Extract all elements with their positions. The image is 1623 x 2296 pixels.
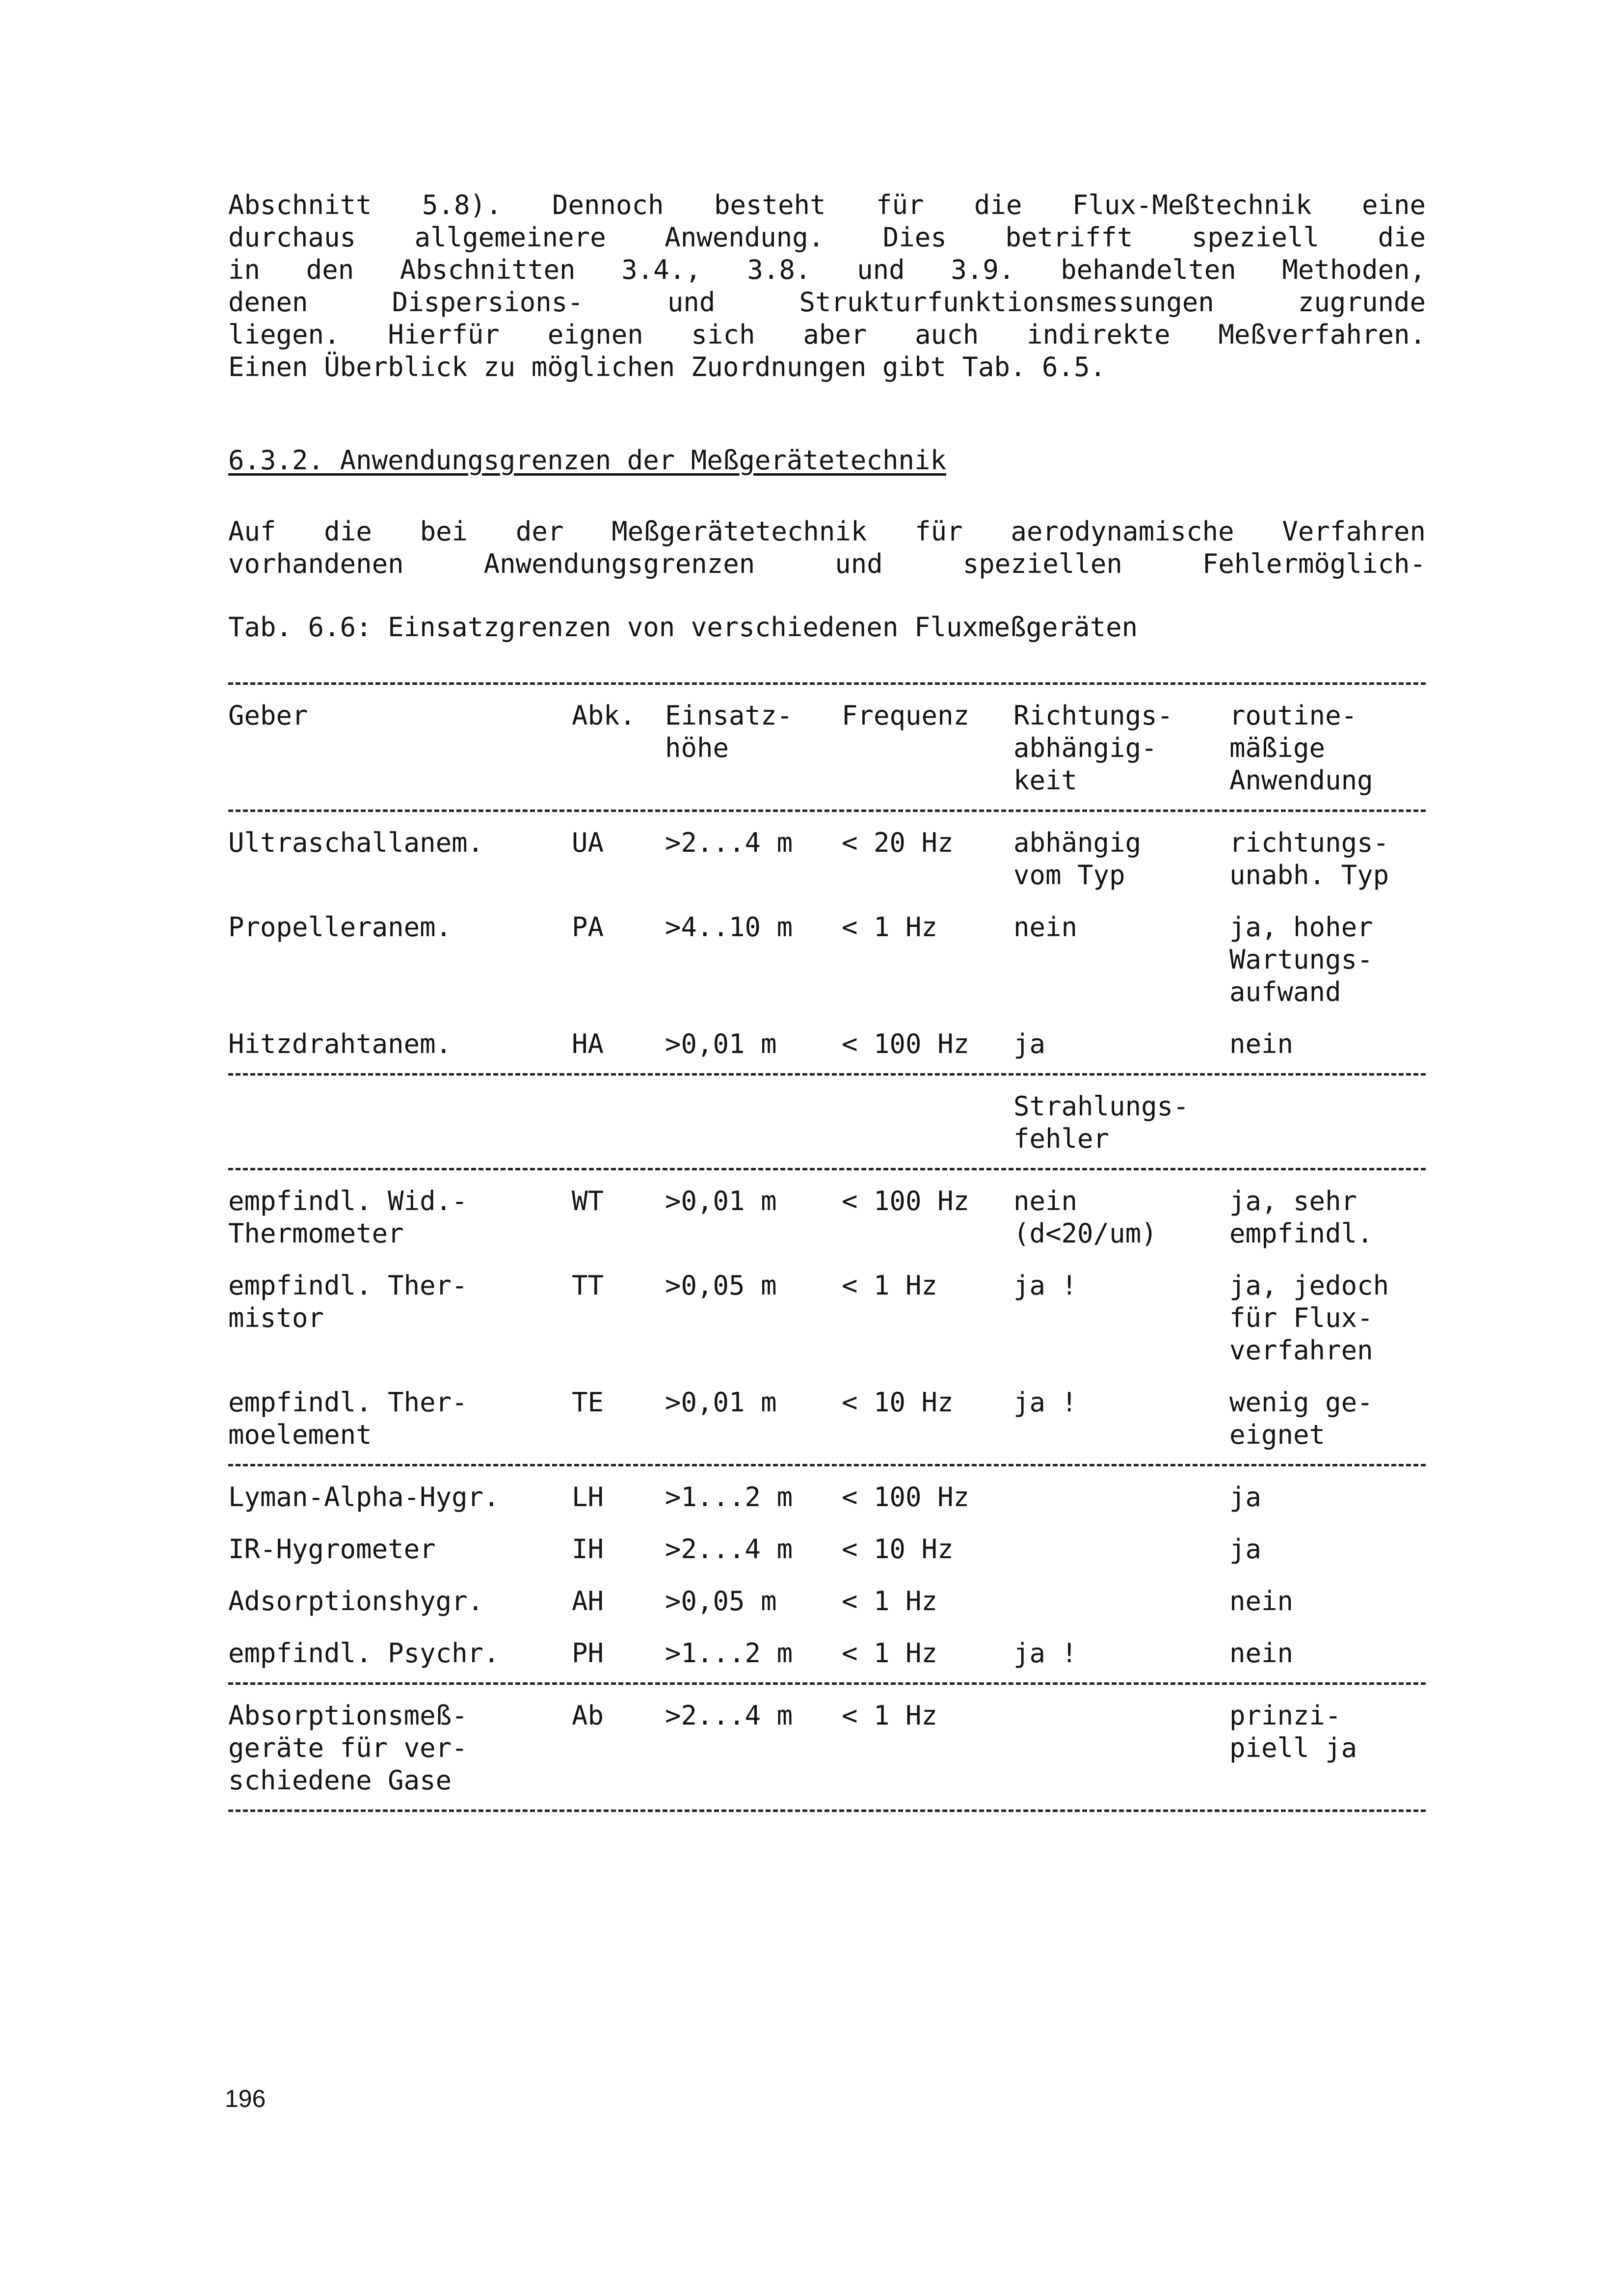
cell-abk: HA: [572, 1028, 604, 1059]
text-line: vorhandenen Anwendungsgrenzen und speziellen Fehlermöglich-: [228, 548, 1426, 579]
table-row: [228, 1011, 1426, 1073]
cell-geber: empfindl. Psychr.: [228, 1638, 500, 1669]
section-heading: 6.3.2. Anwendungsgrenzen der Meßgerätetechnik: [228, 445, 946, 476]
cell-richtung: Strahlungs- fehler: [1013, 1091, 1189, 1154]
intro-paragraph: [228, 189, 1426, 383]
cell-hoehe: >2...4 m: [665, 1700, 793, 1731]
cell-routine: ja, jedoch für Flux- verfahren: [1229, 1270, 1389, 1366]
cell-richtung: [1013, 1568, 1229, 1621]
cell-abk: UA: [572, 827, 604, 858]
text-line: Abschnitt 5.8). Dennoch besteht für die Flux-Meßtechnik eine: [228, 189, 1426, 220]
cell-routine: routine- mäßige Anwendung: [1229, 700, 1373, 796]
text-line: durchaus allgemeinere Anwendung. Dies betrifft speziell die: [228, 222, 1426, 253]
cell-routine: richtungs- unabh. Typ: [1229, 827, 1389, 891]
cell-hoehe: >2...4 m: [665, 827, 793, 858]
cell-hoehe: >1...2 m: [665, 1482, 793, 1513]
cell-routine: nein: [1229, 1586, 1294, 1617]
cell-hoehe: >1...2 m: [665, 1638, 793, 1669]
table-row: [228, 1466, 1426, 1516]
table-row: [228, 1568, 1426, 1621]
cell-routine: prinzi- piell ja: [1229, 1700, 1357, 1763]
cell-richtung: Richtungs- abhängig- keit: [1013, 700, 1173, 796]
cell-richtung: ja !: [1013, 1387, 1078, 1418]
table-row: [228, 1370, 1426, 1464]
cell-abk: [572, 1076, 665, 1168]
table-row: [228, 1170, 1426, 1253]
cell-abk: Abk.: [572, 700, 636, 731]
cell-frequenz: < 1 Hz: [842, 1270, 938, 1301]
cell-hoehe: >4..10 m: [665, 912, 793, 943]
cell-hoehe: >0,01 m: [665, 1186, 777, 1216]
cell-routine: [1229, 1076, 1426, 1168]
table-row: [228, 894, 1426, 1011]
cell-geber: Absorptionsmeß- geräte für ver- schiedene Gase: [228, 1700, 468, 1796]
text-line: liegen. Hierfür eignen sich aber auch indirekte Meßverfahren.: [228, 319, 1426, 350]
cell-frequenz: < 1 Hz: [842, 1638, 938, 1669]
cell-routine: nein: [1229, 1638, 1294, 1669]
page-number: 196: [225, 2085, 266, 2112]
cell-routine: ja, sehr empfindl.: [1229, 1186, 1373, 1249]
table-row: [228, 812, 1426, 894]
cell-frequenz: Frequenz: [842, 700, 970, 731]
cell-frequenz: < 20 Hz: [842, 827, 954, 858]
cell-frequenz: < 1 Hz: [842, 1586, 938, 1617]
cell-hoehe: >2...4 m: [665, 1534, 793, 1565]
cell-abk: WT: [572, 1186, 604, 1216]
cell-frequenz: < 100 Hz: [842, 1028, 970, 1059]
table-subheader-row: [228, 1076, 1426, 1168]
text-line: in den Abschnitten 3.4., 3.8. und 3.9. behandelten Methoden,: [228, 254, 1426, 285]
cell-geber: IR-Hygrometer: [228, 1534, 436, 1565]
cell-abk: Ab: [572, 1700, 604, 1731]
cell-routine: ja: [1229, 1482, 1262, 1513]
cell-routine: ja: [1229, 1534, 1262, 1565]
table-row: [228, 1621, 1426, 1682]
cell-abk: LH: [572, 1482, 604, 1513]
cell-abk: TE: [572, 1387, 604, 1418]
cell-richtung: nein: [1013, 912, 1078, 943]
cell-frequenz: < 10 Hz: [842, 1534, 954, 1565]
table-header-row: [228, 685, 1426, 810]
cell-geber: Ultraschallanem.: [228, 827, 484, 858]
cell-hoehe: >0,05 m: [665, 1270, 777, 1301]
cell-hoehe: Einsatz- höhe: [665, 700, 793, 763]
cell-hoehe: [665, 1076, 842, 1168]
table-row: [228, 1253, 1426, 1370]
cell-routine: nein: [1229, 1028, 1294, 1059]
cell-frequenz: < 10 Hz: [842, 1387, 954, 1418]
table-row: [228, 1516, 1426, 1568]
cell-abk: PA: [572, 912, 604, 943]
cell-richtung: abhängig vom Typ: [1013, 827, 1142, 891]
cell-hoehe: >0,01 m: [665, 1028, 777, 1059]
cell-richtung: [1013, 1685, 1229, 1810]
cell-richtung: [1013, 1466, 1229, 1516]
cell-routine: ja, hoher Wartungs- aufwand: [1229, 912, 1373, 1007]
table-container: [228, 682, 1426, 1812]
cell-hoehe: >0,05 m: [665, 1586, 777, 1617]
cell-routine: wenig ge- eignet: [1229, 1387, 1373, 1450]
cell-richtung: ja !: [1013, 1638, 1078, 1669]
cell-geber: empfindl. Ther- moelement: [228, 1387, 468, 1450]
text-line: Einen Überblick zu möglichen Zuordnungen gibt Tab. 6.5.: [228, 351, 1106, 382]
cell-frequenz: [842, 1076, 1013, 1168]
cell-frequenz: < 100 Hz: [842, 1186, 970, 1216]
cell-richtung: [1013, 1516, 1229, 1568]
cell-abk: TT: [572, 1270, 604, 1301]
dashed-rule: [228, 1810, 1426, 1812]
cell-geber: Propelleranem.: [228, 912, 452, 943]
text-line: denen Dispersions- und Strukturfunktionsmessungen zugrunde: [228, 287, 1426, 318]
cell-geber: Adsorptionshygr.: [228, 1586, 484, 1617]
cell-richtung: ja: [1013, 1028, 1046, 1059]
table-rule: [228, 1810, 1426, 1812]
cell-geber: [228, 1076, 572, 1168]
cell-abk: AH: [572, 1586, 604, 1617]
cell-frequenz: < 1 Hz: [842, 912, 938, 943]
section-paragraph: [228, 515, 1426, 580]
cell-abk: IH: [572, 1534, 604, 1565]
cell-geber: Hitzdrahtanem.: [228, 1028, 452, 1059]
text-line: Auf die bei der Meßgerätetechnik für aerodynamische Verfahren: [228, 516, 1426, 547]
cell-richtung: ja !: [1013, 1270, 1078, 1301]
cell-richtung: nein (d<20/um): [1013, 1186, 1157, 1249]
cell-abk: PH: [572, 1638, 604, 1669]
cell-geber: empfindl. Wid.- Thermometer: [228, 1186, 468, 1249]
cell-frequenz: < 100 Hz: [842, 1482, 970, 1513]
cell-geber: Geber: [228, 700, 308, 731]
cell-hoehe: >0,01 m: [665, 1387, 777, 1418]
cell-frequenz: < 1 Hz: [842, 1700, 938, 1731]
flux-instrument-table: [228, 682, 1426, 1812]
cell-geber: Lyman-Alpha-Hygr.: [228, 1482, 500, 1513]
table-caption: Tab. 6.6: Einsatzgrenzen von verschiedenen Fluxmeßgeräten: [228, 612, 1138, 643]
cell-geber: empfindl. Ther- mistor: [228, 1270, 468, 1333]
table-row: [228, 1685, 1426, 1810]
